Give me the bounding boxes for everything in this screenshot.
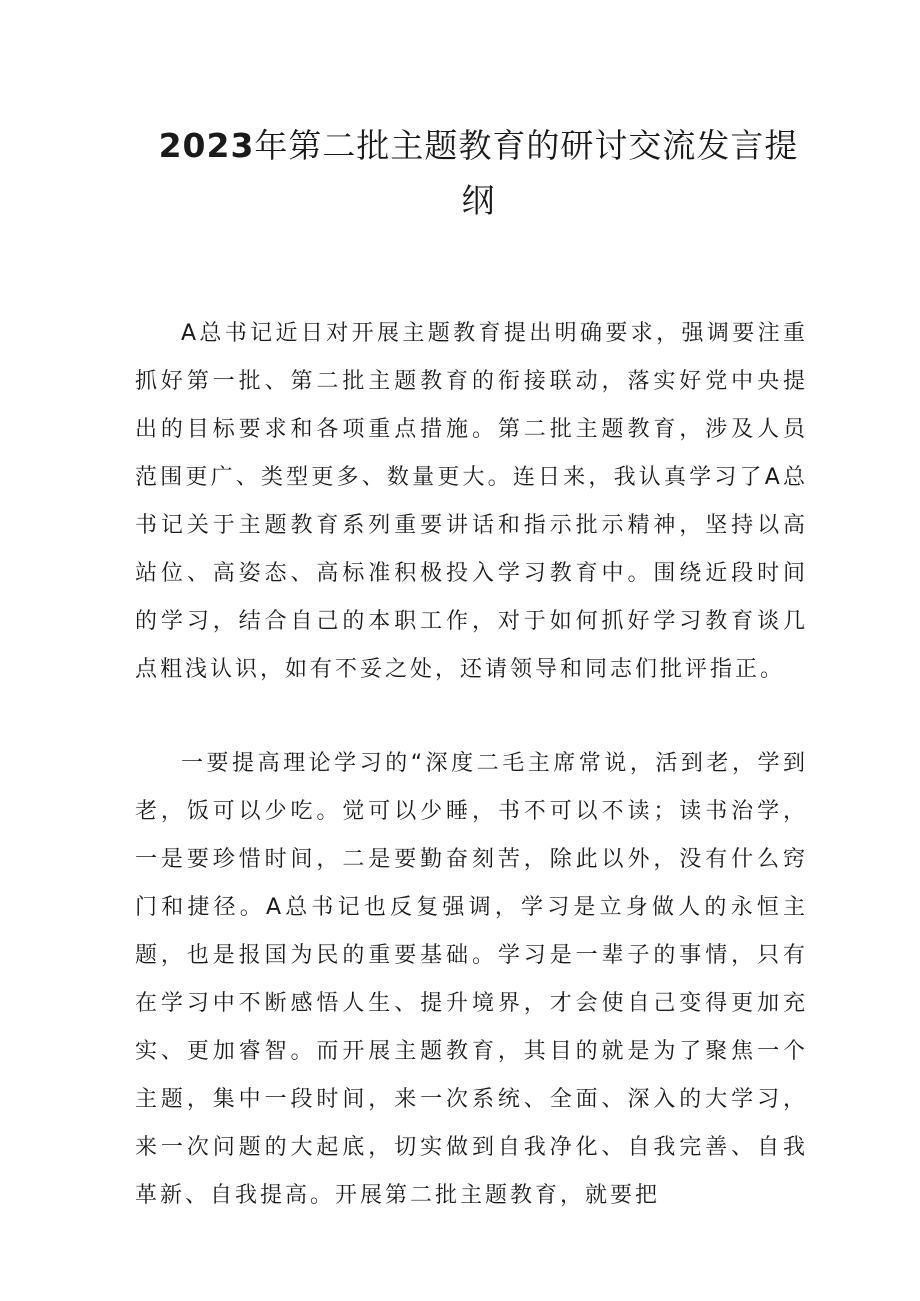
- document-title: [149, 118, 808, 228]
- title-text: 年第二批主题教育的研讨交流发言提纲: [254, 126, 799, 220]
- paragraph-theory-study: 一要提高理论学习的“深度二毛主席常说，活到老，学到老，饭可以少吃。觉可以少睡，书不可以不读；读书治学，一是要珍惜时间，二是要勤奋刻苦，除此以外，没有什么窍门和捷径。A总书记也反复强调，学习是立身做人的永恒主题，也是报国为民的重要基础。学习是一辈子的事情，只有在学习中不断感悟人生、提升境界，才会使自己变得更加充实、更加睿智。而开展主题教育，其目的就是为了聚焦一个主题，集中一段时间，来一次系统、全面、深入的大学习，来一次问题的大起底，切实做到自我净化、自我完善、自我革新、自我提高。开展第二批主题教育，就要把: [135, 751, 808, 1208]
- paragraph-intro: A总书记近日对开展主题教育提出明确要求，强调要注重抓好第一批、第二批主题教育的衔接联动，落实好党中央提出的目标要求和各项重点措施。第二批主题教育，涉及人员范围更广、类型更多、数量更大。连日来，我认真学习了A总书记关于主题教育系列重要讲话和指示批示精神，坚持以高站位、高姿态、高标准积极投入学习教育中。围绕近段时间的学习，结合自己的本职工作，对于如何抓好学习教育谈几点粗浅认识，如有不妥之处，还请领导和同志们批评指正。: [135, 321, 808, 682]
- title-year: 2023: [158, 126, 255, 165]
